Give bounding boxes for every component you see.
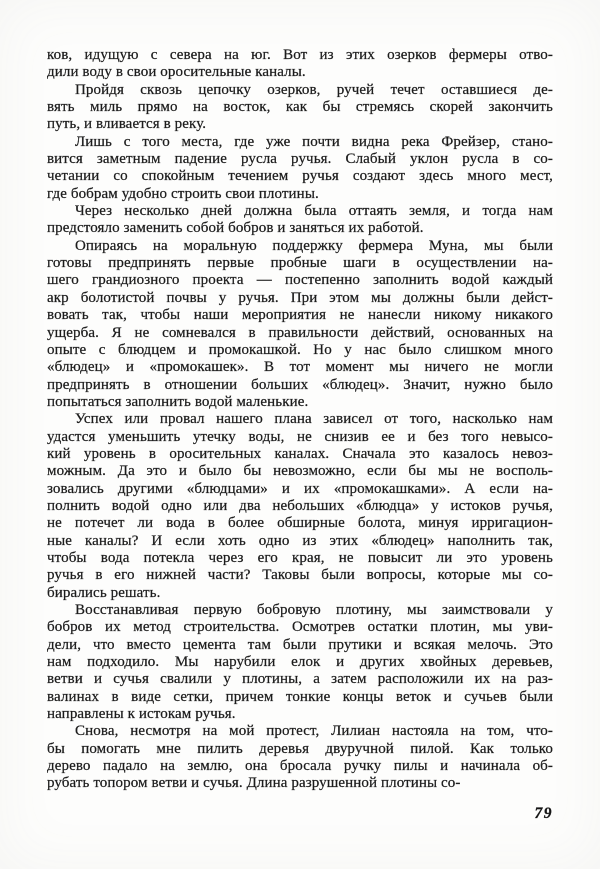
text-line: чтобы вода потекла через его края, не повысит ли это уровень: [47, 549, 553, 566]
text-line: ущерба. Я не сомневался в правильности действий, основанных на: [47, 324, 553, 341]
text-line: не потечет ли вода в более обширные болота, минуя ирригацион-: [47, 515, 553, 532]
text-line: предпринять в отношении больших «блюдец». Значит, нужно было: [47, 376, 553, 393]
page-number: 79: [534, 805, 553, 822]
paragraph: [47, 47, 553, 82]
text-line: путь, и вливается в реку.: [47, 116, 207, 133]
paragraph: [47, 411, 553, 602]
paragraph: [47, 82, 553, 134]
text-line: Успех или провал нашего плана зависел от того, насколько нам: [75, 411, 553, 428]
text-line: направлены к истокам ручья.: [47, 706, 236, 723]
paragraph: [47, 723, 553, 792]
text-line: Лишь с того места, где уже почти видна река Фрейзер, стано-: [75, 133, 553, 150]
text-line: где бобрам удобно строить свои плотины.: [47, 185, 319, 202]
text-line: вять миль прямо на восток, как бы стремясь скорей закончить: [47, 99, 553, 116]
text-line: ков, идущую с севера на юг. Вот из этих озерков фермеры отво-: [47, 47, 553, 63]
text-line: бы помогать мне пилить деревья двуручной пилой. Как только: [47, 740, 553, 757]
text-line: дерево падало на землю, она бросала ручку пилы и начинала об-: [47, 758, 553, 775]
text-line: зовались другими «блюдцами» и их «промокашками». А если на-: [47, 480, 553, 497]
text-line: Пройдя сквозь цепочку озерков, ручей течет оставшиеся де-: [75, 81, 553, 98]
paragraph: [47, 203, 553, 238]
text-line: вовать так, чтобы наши мероприятия не нанесли никому никакого: [47, 307, 553, 324]
text-line: ручья в его нижней части? Таковы были вопросы, которые мы со-: [47, 567, 553, 584]
paragraph: [47, 238, 553, 411]
text-line: бирались решать.: [47, 584, 161, 601]
text-line: дили воду в свои оросительные каналы.: [47, 64, 306, 81]
text-line: Через несколько дней должна была оттаять земля, и тогда нам: [75, 203, 553, 220]
text-line: Снова, несмотря на мой протест, Лилиан настояла на том, что-: [75, 723, 553, 740]
text-line: дели, что вместо цемента там были прутики и всякая мелочь. Это: [47, 636, 553, 653]
text-line: валинах в виде сетки, причем тонкие концы веток и сучьев были: [47, 688, 553, 705]
text-line: нам подходило. Мы нарубили елок и других хвойных деревьев,: [47, 654, 553, 671]
text-line: бобров их метод строительства. Осмотрев остатки плотин, мы уви-: [47, 619, 553, 636]
text-line: ветви и сучья свалили у плотины, а затем расположили их на раз-: [47, 671, 553, 688]
text-line: опыте с блюдцем и промокашкой. Но у нас было слишком много: [47, 341, 553, 358]
text-line: шего грандиозного проекта — постепенно заполнить водой каждый: [47, 272, 553, 289]
text-line: предстояло заменить собой бобров и заняться их работой.: [47, 220, 424, 237]
text-line: кий уровень в оросительных каналах. Сначала это казалось невоз-: [47, 445, 553, 462]
text-line: «блюдец» и «промокашек». В тот момент мы ничего не могли: [47, 359, 553, 376]
paragraph: [47, 134, 553, 203]
text-line: вится заметным падение русла ручья. Слабый уклон русла в со-: [47, 151, 553, 168]
text-line: Восстанавливая первую бобровую плотину, мы заимствовали у: [75, 602, 553, 618]
text-line: четании со спокойным течением ручья создают здесь много мест,: [47, 168, 553, 185]
text-line: попытаться заполнить водой маленькие.: [47, 393, 309, 410]
paragraph: [47, 602, 553, 723]
text-line: ные каналы? И если хоть одно из этих «блюдец» наполнить так,: [47, 532, 553, 549]
text-line: Опираясь на моральную поддержку фермера Муна, мы были: [75, 237, 553, 254]
page-text: [47, 47, 553, 793]
text-line: полнить водой одно или два небольших «блюдца» у истоков ручья,: [47, 497, 553, 514]
text-line: готовы предпринять первые пробные шаги в осуществлении на-: [47, 255, 553, 272]
text-line: можным. Да это и было бы невозможно, если бы мы не восполь-: [47, 463, 553, 480]
text-line: акр болотистой почвы у ручья. При этом мы должны были дейст-: [47, 289, 553, 306]
text-line: удастся уменьшить утечку воды, не снизив ее и без того невысо-: [47, 428, 553, 445]
text-line: рубать топором ветви и сучья. Длина разрушенной плотины со-: [47, 775, 461, 792]
